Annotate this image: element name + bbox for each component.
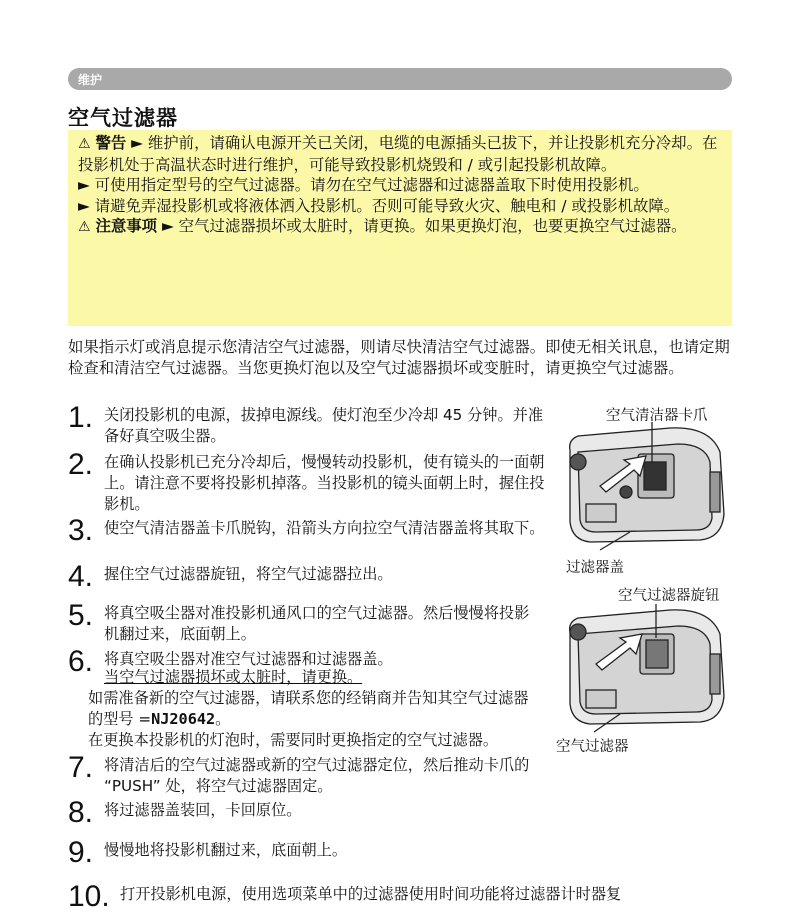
projector-figure-2 [560, 604, 732, 734]
caution-triangle-icon: ⚠ [78, 219, 91, 235]
figure-2-label-filter: 空气过滤器 [556, 739, 629, 755]
figure-2-label-knob: 空气过滤器旋钮 [618, 588, 720, 604]
figure-1-label-cover: 过滤器盖 [566, 560, 624, 576]
projector-body-illustration [570, 604, 724, 732]
step-number: 4. [68, 560, 94, 593]
warning-triangle-icon: ⚠ [78, 136, 91, 152]
intro-text: 如果指示灯或消息提示您清洁空气过滤器，则请尽快清洁空气过滤器。即使无相关讯息，也请定期检查和清洁空气过滤器。当您更换灯泡以及空气过滤器损坏或变脏时，请更换空气过滤器。 [68, 338, 730, 377]
step-number: 7. [68, 751, 94, 784]
step-number: 10. [68, 880, 110, 913]
warning-text-2: ► 可使用指定型号的空气过滤器。请勿在空气过滤器和过滤器盖取下时使用投影机。 [78, 176, 649, 194]
step-text: 关闭投影机的电源，拔掉电源线。使灯泡至少冷却 45 分钟。并准备好真空吸尘器。 [104, 406, 544, 445]
warning-text-3: ► 请避免弄湿投影机或将液体洒入投影机。否则可能导致火灾、触电和 / 或投影机故障。 [78, 196, 680, 215]
step-text: 握住空气过滤器旋钮，将空气过滤器拉出。 [104, 565, 393, 583]
section-label: 维护 [78, 73, 103, 87]
projector-body-illustration [570, 422, 724, 550]
projector-figure-1 [560, 422, 732, 552]
step-number: 9. [68, 836, 94, 869]
step-text: 将过滤器盖装回，卡回原位。 [104, 801, 302, 819]
step-6-underlined-note [104, 667, 564, 688]
step-text: 将真空吸尘器对准空气过滤器和过滤器盖。 [104, 650, 393, 668]
step-number: 6. [68, 645, 94, 678]
replace-note: 当空气过滤器损坏或太脏时，请更换。 [104, 668, 363, 686]
step-text: 将真空吸尘器对准投影机通风口的空气过滤器。然后慢慢将投影机翻过来，底面朝上。 [104, 604, 530, 643]
step-text: 打开投影机电源，使用选项菜单中的过滤器使用时间功能将过滤器计时器复 [120, 885, 622, 903]
section-header-bar [68, 68, 732, 90]
step-text: 在确认投影机已充分冷却后，慢慢转动投影机，使有镜头的一面朝上。请注意不要将投影机掉落。当投影机的镜头面朝上时，握住投影机。 [104, 453, 545, 513]
step-number: 3. [68, 514, 94, 547]
step-text: 慢慢地将投影机翻过来，底面朝上。 [104, 841, 347, 859]
figure-1-label-latch: 空气清洁器卡爪 [606, 408, 708, 424]
caution-label: 注意事项 [95, 217, 158, 235]
warning-box [68, 130, 732, 326]
warning-text-1: ► 维护前，请确认电源开关已关闭，电缆的电源插头已拔下，并让投影机充分冷却。在投影机处于高温状态时进行维护，可能导致投影机烧毁和 / 或引起投影机故障。 [78, 134, 718, 174]
order-text-end: 。 [215, 710, 231, 728]
step-number: 8. [68, 796, 94, 829]
warning-label: 警告 [95, 134, 127, 152]
order-text: 如需准备新的空气过滤器，请联系您的经销商并告知其空气过滤器的型号 = [88, 689, 529, 728]
step-number: 2. [68, 448, 94, 481]
step-text: 将清洁后的空气过滤器或新的空气过滤器定位，然后推动卡爪的 “PUSH” 处，将空气过滤器固定。 [104, 756, 530, 795]
step-number: 1. [68, 401, 94, 434]
step-text: 使空气清洁器盖卡爪脱钩，沿箭头方向拉空气清洁器盖将其取下。 [104, 519, 545, 537]
intro-paragraph [68, 337, 732, 379]
lamp-note: 在更换本投影机的灯泡时，需要同时更换指定的空气过滤器。 [88, 731, 499, 749]
step-number: 5. [68, 599, 94, 632]
page-title: 空气过滤器 [68, 106, 178, 130]
step-6-order-note [88, 688, 536, 751]
model-number: NJ20642 [151, 710, 216, 728]
caution-text: ► 空气过滤器损坏或太脏时，请更换。如果更换灯泡，也要更换空气过滤器。 [161, 217, 687, 235]
